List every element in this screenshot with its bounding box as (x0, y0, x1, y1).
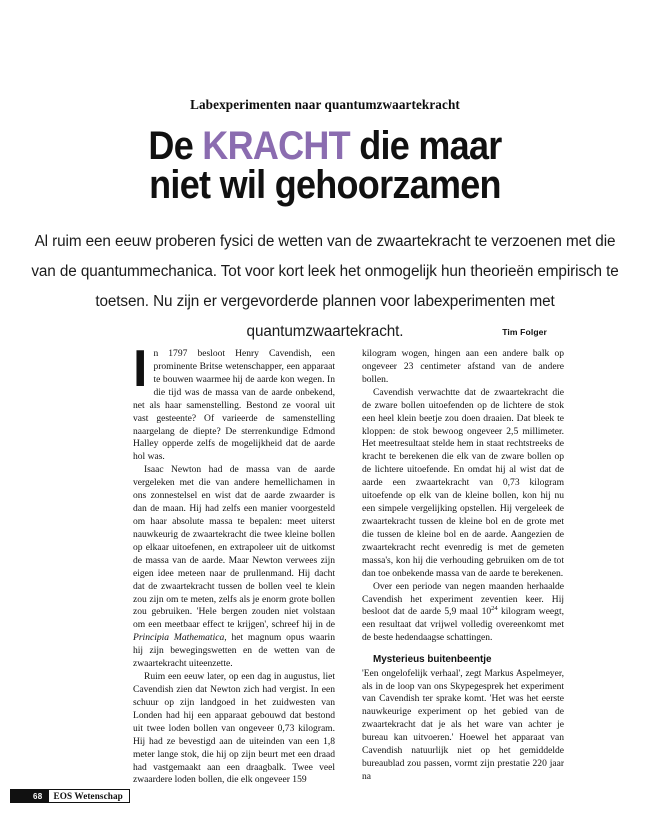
headline-line-2: niet wil gehoorzamen (149, 163, 501, 208)
headline-text-pre: De (148, 124, 203, 168)
paragraph (133, 464, 335, 671)
article-header (0, 0, 650, 347)
section-subheading: Mysterieus buitenbeentje (373, 654, 492, 666)
paragraph-text: n 1797 besloot Henry Cavendish, een prominente Britse wetenschapper, een apparaat te bouwen waarmee hij de aarde kon wegen. In die tijd was de massa van de aarde onbekend, net als haar samenstelling. Bestond ze vooral uit vast gesteente? Of varieerde de samenstelling naargelang de diepte? De sterrenkundige Edmond Halley opperde zelfs de mogelijkheid dat de aarde hol was. (133, 348, 335, 463)
body-column-right (362, 348, 564, 782)
paragraph (362, 581, 564, 646)
book-title: Principia Mathematica (133, 632, 225, 644)
headline-accent-word: KRACHT (202, 124, 350, 168)
paragraph-text: Over een periode van negen maanden herhaalde Cavendish het experiment zeventien keer. Hij besloot dat de aarde 5,9 maal 10 (362, 580, 564, 618)
page-footer (10, 789, 130, 803)
paragraph: kilogram wogen, hingen aan een andere balk op ongeveer 23 centimeter afstand van de andere bollen. (362, 348, 564, 385)
page-title (60, 113, 591, 208)
body-column-left (133, 340, 335, 786)
exponent: 24 (491, 605, 498, 613)
page-number: 68 (11, 790, 49, 802)
paragraph-text-tail: , het magnum opus waarin hij zijn bewegingswetten en de wetten van de zwaartekracht uiteenzette. (133, 632, 335, 670)
paragraph (133, 340, 335, 464)
author-byline: Tim Folger (502, 326, 547, 337)
paragraph-text-tail: kilogram weegt, een resultaat dat vrijwel volledig overeenkomt met de beste hedendaagse schattingen. (362, 606, 564, 644)
article-body (133, 340, 612, 786)
paragraph-text: Isaac Newton had de massa van de aarde vergeleken met die van andere hemellichamen in ons zonnestelsel en wist dat de aarde zwaarder is dan de maan. Hij had zelfs een manier voorgesteld om haar absolute massa te bepalen: meet uiterst nauwkeurig de zwaartekracht die twee kleine bollen op elkaar uitoefenen, en extrapoleer uit de uitkomst de massa van de aarde. Maar Newton verwees zijn eigen idee meteen naar de prullenmand. Hij dacht dat de zwaartekracht tussen de bollen veel te klein zou zijn om te meten, zelfs als je enorm grote bollen zou gebruiken. 'Hele bergen zouden niet volstaan om een meetbaar effect te krijgen', schreef hij in de (133, 464, 335, 631)
paragraph: Cavendish verwachtte dat de zwaartekracht die de zware bollen uitoefenden op de lichtere de stok een heel klein beetje zou doen draaien. Dat bleek te kloppen: de stok bewoog ongeveer 2,5 millimeter. Het meetresultaat stelde hem in staat rechtstreeks de kracht te berekenen die elk van de zware bollen op de lichtere uitoefende. En omdat hij al wist dat de aarde een zwaartekracht van 0,73 kilogram uitoefende op elk van de kleine bollen, kon hij nu een simpele vergelijking opstellen. Hij vergeleek de zwaartekracht tussen de kleine bol en de grote met die tussen de kleine bol en de aarde. Aangezien de zwaartekracht recht evenredig is met de gemeten massa's, kon hij die verhouding gebruiken om de tot dan toe onbekende massa van de aarde te berekenen. (362, 386, 564, 579)
paragraph: 'Een ongelofelijk verhaal', zegt Markus Aspelmeyer, als in de loop van ons Skypegesprek het experiment van Cavendish ter sprake komt. 'Het was het eerste nauwkeurige experiment op het gebied van de zwaartekracht dat je als het ware van achter je bureau kan uitvoeren.' Hoewel het apparaat van Cavendish natuurlijk niet op het gemiddelde bureaublad zou passen, vormt zijn prestatie 220 jaar na (362, 667, 564, 782)
headline-text-post: die maar (349, 124, 502, 168)
drop-cap: I (133, 340, 148, 398)
article-standfirst: Al ruim een eeuw proberen fysici de wetten van de zwaartekracht te verzoenen met die van de quantummechanica. Tot voor kort leek het onmogelijk hun theorieën empirisch te toetsen. Nu zijn er vergevorderde plannen voor labexperimenten met quantumzwaartekracht. (31, 233, 619, 340)
publication-name: EOS Wetenschap (49, 790, 129, 802)
headline-line-1 (60, 124, 591, 168)
paragraph: Ruim een eeuw later, op een dag in augustus, liet Cavendish zien dat Newton zich had vergist. In een schuur op zijn landgoed in het zuidwesten van Londen had hij een apparaat gebouwd dat bestond uit twee loden bollen van ongeveer 0,73 kilogram. Hij had ze bevestigd aan de uiteinden van een 1,8 meter lange stok, die hij op zijn beurt met een draad had vastgemaakt aan een draagbalk. Twee veel zwaardere loden bollen, die elk ongeveer 159 (133, 671, 335, 786)
article-kicker: Labexperimenten naar quantumzwaartekracht (190, 97, 460, 112)
